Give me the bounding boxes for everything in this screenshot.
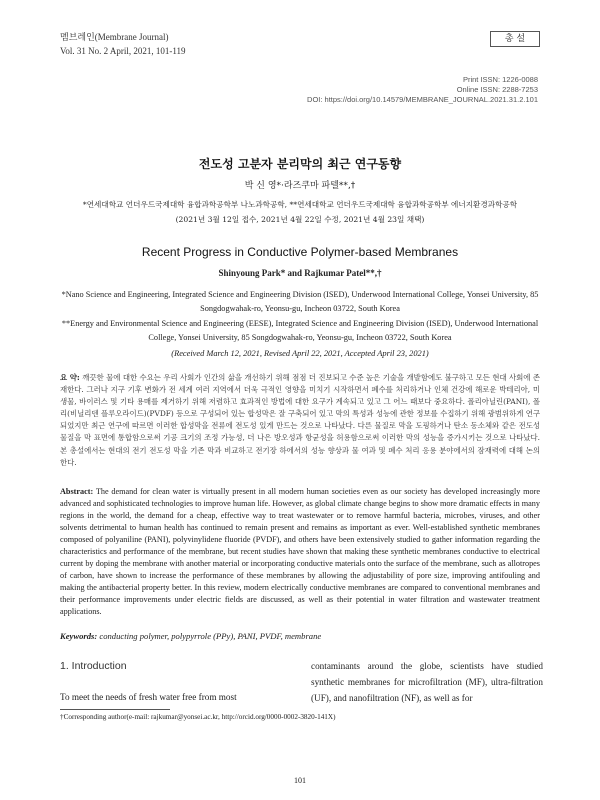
korean-authors: 박 신 영*·라즈쿠마 파텔**,†: [244, 181, 356, 191]
body-left-column: To meet the needs of fresh water free from most: [60, 692, 237, 702]
doi-link[interactable]: DOI: https://doi.org/10.14579/MEMBRANE_JOURNAL.2021.31.2.101: [307, 95, 538, 104]
english-affiliations: [60, 288, 540, 346]
corresponding-author-footnote: †Corresponding author(e-mail: rajkumar@yonsei.ac.kr, http://orcid.org/0000-0002-3820-141X): [60, 713, 336, 721]
volume-info: Vol. 31 No. 2 April, 2021, 101-119: [60, 46, 186, 56]
journal-name: 멤브레인(Membrane Journal): [60, 32, 169, 42]
english-abstract: [60, 486, 540, 618]
keywords: [60, 631, 540, 641]
korean-abstract: [60, 372, 540, 469]
korean-abstract-text: 깨끗한 물에 대한 수요는 우리 사회가 인간의 삶을 개선하기 위해 점점 더 진보되고 수준 높은 기술을 개발함에도 불구하고 모든 현대 사회에 존재한다. 그러나 지구 기후 변화가 전 세계 여러 지역에서 더욱 극적인 영향을 미치기 시작하면서 폐수를 처리하거나 인체 건강에 해로운 박테리아, 미생물, 바이러스 및 기타 용매를 제거하기 위해 저렴하고 효과적인 방법에 대한 요구가 계속되고 있고 그 어느 때보다 중요하다. 폴리아닐린(PANI), 폴리(비닐리덴 플루오라이드)(PVDF) 등으로 구성되어 있는 합성막은 잘 구축되어 있고 막의 특성과 성능에 관한 정보를 수집하기 위해 광범위하게 연구되었지만 최근 연구에 따르면 이러한 합성막을 전류에 전도성 있게 만드는 것으로 나타났다. 다른 물질로 막을 도핑하거나 탄소 동소체와 같은 전도성 물질을 막 표면에 통합함으로써 기공 크기의 조정 가능성, 더 나은 방오성과 항균성을 허용함으로써 이러한 막의 성능을 증가시키는 것으로 나타났다. 본 총설에서는 현대의 전기 전도성 막을 기존 막과 비교하고 전기장 하에서의 성능 향상과 물 여과 및 폐수 처리 응용 분야에서의 잠재력에 대해 논의한다.: [60, 373, 540, 467]
english-abstract-label: Abstract:: [60, 487, 94, 496]
keywords-label: Keywords:: [60, 631, 98, 641]
english-abstract-text: The demand for clean water is virtually present in all modern human societies even as our society has developed increasingly more advanced and sophisticated technologies to improve human life. However, as global climate change begins to show more dramatic effects in many regions in the world, the demand for a cheap, effective way to treat wastewater or to remove harmful bacteria, microbes, viruses, and other solvents detrimental to human health has continued to remain present and remains as important as ever. Well-established synthetic membranes composed of polyaniline (PANI), polyvinylidene fluoride (PVDF), and others have been extensively studied to gather information regarding the characteristics and performance of the membrane, but recent studies have shown that making these synthetic membranes conductive to electrical current by doping the membrane with another material or incorporating conductive materials onto the surface of the membrane, such as allotropes of carbon, have shown to increase the performance of these membranes by allowing the adjustability of pore size, improving antifouling and making the antibacterial property better. In this review, modern electrically conductive membranes are compared to conventional membranes and their performance improvements under electric fields are discussed, as well as their potential in water filtration and wastewater treatment applications.: [60, 487, 540, 616]
print-issn: Print ISSN: 1226-0088: [462, 75, 538, 84]
english-title: Recent Progress in Conductive Polymer-based Membranes: [141, 245, 459, 259]
online-issn: Online ISSN: 2288-7253: [456, 85, 538, 94]
english-dates: (Received March 12, 2021, Revised April 22, 2021, Accepted April 23, 2021): [171, 349, 429, 358]
korean-abstract-label: 요 약:: [60, 373, 80, 382]
english-authors: Shinyoung Park* and Rajkumar Patel**,†: [218, 268, 382, 278]
korean-dates: (2021년 3월 12일 접수, 2021년 4월 22일 수정, 2021년 4월 23일 채택): [175, 215, 425, 224]
article-type-badge: 총 설: [490, 31, 540, 47]
body-right-column: contaminants around the globe, scientists have studied synthetic membranes for microfiltration (MF), ultra-filtration (UF), and nanofiltration (NF), as well as for: [311, 661, 543, 703]
footnote-divider: [60, 709, 170, 710]
keywords-values: conducting polymer, polypyrrole (PPy), PANI, PVDF, membrane: [97, 631, 322, 641]
korean-affiliation: *연세대학교 언더우드국제대학 융합과학공학부 나노과학공학, **연세대학교 언더우드국제대학 융합과학공학부 에너지환경과학공학: [82, 200, 518, 209]
affiliation-2: **Energy and Environmental Science and Engineering (EESE), Integrated Science and Engineering Division (ISED), Underwood International College, Yonsei University, 85 Songdogwahak-ro, Yeonsu-gu, Incheon 03722, South Korea: [61, 318, 539, 343]
korean-title: 전도성 고분자 분리막의 최근 연구동향: [198, 157, 402, 171]
affiliation-1: *Nano Science and Engineering, Integrated Science and Engineering Division (ISED), Underwood International College, Yonsei University, 85 Songdogwahak-ro, Yeonsu-gu, Incheon 03722, South Korea: [61, 290, 539, 314]
section-heading: 1. Introduction: [60, 660, 127, 672]
page-number: 101: [294, 776, 306, 785]
